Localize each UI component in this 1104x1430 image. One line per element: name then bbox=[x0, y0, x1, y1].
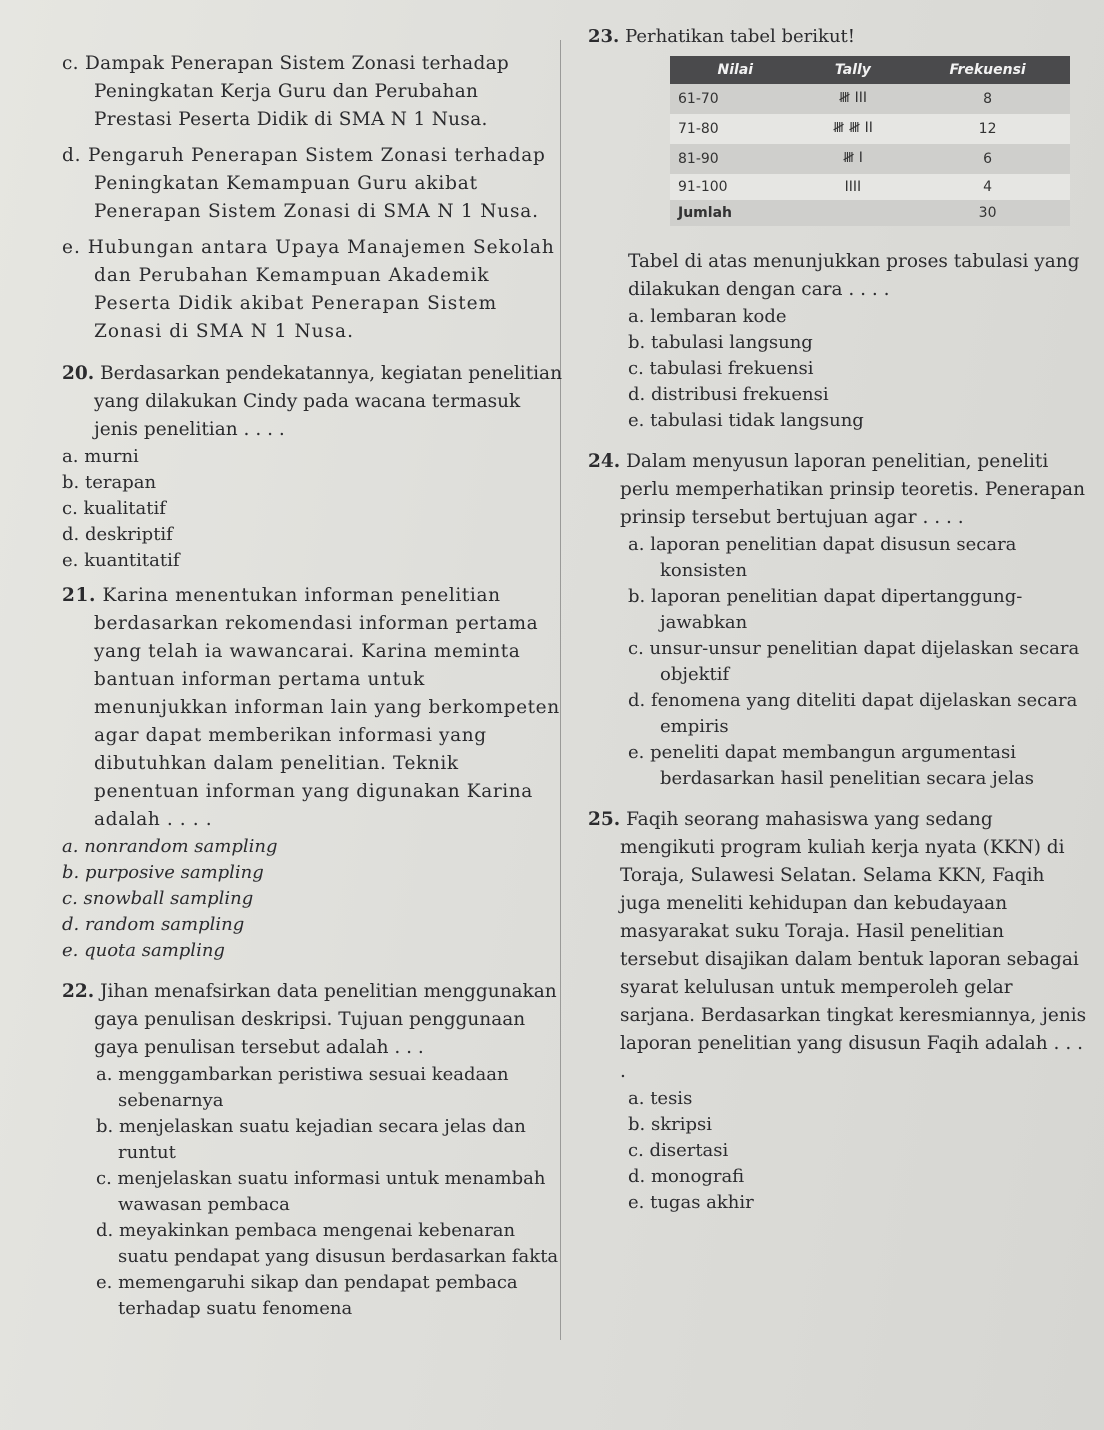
option-letter: e. bbox=[628, 410, 645, 431]
option-letter: d. bbox=[62, 524, 80, 545]
option-letter: b. bbox=[628, 332, 646, 353]
q22-option-e bbox=[62, 1270, 562, 1322]
option-letter: d. bbox=[628, 1166, 646, 1187]
option-text: fenomena yang diteliti dapat dijelaskan secara empiris bbox=[650, 690, 1078, 737]
question-23-text: Tabel di atas menunjukkan proses tabulasi yang dilakukan dengan cara . . . . bbox=[628, 251, 1080, 300]
option-letter: b. bbox=[96, 1116, 114, 1137]
option-text: Pengaruh Penerapan Sistem Zonasi terhadap Peningkatan Kemampuan Guru akibat Penerapan Sistem Zonasi di SMA N 1 Nusa. bbox=[88, 145, 546, 222]
option-letter: d. bbox=[96, 1220, 114, 1241]
question-text: Faqih seorang mahasiswa yang sedang mengikuti program kuliah kerja nyata (KKN) di Toraja, Sulawesi Selatan. Selama KKN, Faqih juga meneliti kehidupan dan kebudayaan masyarakat suku Toraja. Hasil penelitian tersebut disajikan dalam bentuk laporan sebagai syarat kelulusan untuk memperoleh gelar sarjana. Berdasarkan tingkat keresmiannya, jenis laporan penelitian yang disusun Faqih adalah . . . . bbox=[620, 809, 1087, 1082]
option-text: murni bbox=[84, 446, 139, 467]
option-letter: c. bbox=[628, 358, 644, 379]
option-text: purposive sampling bbox=[84, 862, 264, 883]
q23-option-b bbox=[628, 330, 1088, 356]
table-row bbox=[670, 114, 1070, 144]
q25-option-b bbox=[628, 1112, 1088, 1138]
option-text: deskriptif bbox=[84, 524, 173, 545]
q22-options bbox=[62, 1062, 562, 1322]
option-text: kualitatif bbox=[83, 498, 166, 519]
q20-option-b bbox=[62, 470, 562, 496]
column-header: Tally bbox=[801, 56, 906, 84]
left-column bbox=[62, 50, 562, 1322]
option-letter: e. bbox=[628, 742, 645, 763]
option-letter: e. bbox=[96, 1272, 113, 1293]
option-text: menjelaskan suatu kejadian secara jelas dan runtut bbox=[118, 1116, 526, 1163]
tally-table bbox=[670, 56, 1070, 226]
question-intro: Perhatikan tabel berikut! bbox=[625, 26, 856, 47]
option-letter: c. bbox=[628, 1140, 644, 1161]
table-cell: 30 bbox=[905, 200, 1070, 226]
q24-option-e bbox=[628, 740, 1088, 792]
column-header: Nilai bbox=[670, 56, 801, 84]
question-number: 22. bbox=[62, 981, 95, 1002]
question-text: Dalam menyusun laporan penelitian, peneliti perlu memperhatikan prinsip teoretis. Penerapan prinsip tersebut bertujuan agar . . . . bbox=[620, 451, 1086, 528]
option-text: Dampak Penerapan Sistem Zonasi terhadap Peningkatan Kerja Guru dan Perubahan Prestasi Peserta Didik di SMA N 1 Nusa. bbox=[85, 53, 510, 130]
option-text: kuantitatif bbox=[84, 550, 180, 571]
q21-option-e bbox=[62, 938, 562, 964]
option-text: memengaruhi sikap dan pendapat pembaca terhadap suatu fenomena bbox=[118, 1272, 518, 1319]
option-letter: d. bbox=[62, 145, 82, 166]
option-text: random sampling bbox=[84, 914, 245, 935]
table-cell: 71-80 bbox=[670, 114, 801, 144]
option-letter: b. bbox=[62, 472, 80, 493]
option-text: tabulasi langsung bbox=[650, 332, 813, 353]
option-text: unsur-unsur penelitian dapat dijelaskan secara objektif bbox=[649, 638, 1080, 685]
table-cell: 91-100 bbox=[670, 174, 801, 200]
q22-option-d bbox=[62, 1218, 562, 1270]
q22-option-a bbox=[62, 1062, 562, 1114]
question-text: Karina menentukan informan penelitian berdasarkan rekomendasi informan pertama yang telah ia wawancarai. Karina meminta bantuan informan pertama untuk menunjukkan informan lain yang berkompeten agar dapat memberikan informasi yang dibutuhkan dalam penelitian. Teknik penentuan informan yang digunakan Karina adalah . . . . bbox=[94, 585, 560, 830]
option-text: quota sampling bbox=[84, 940, 225, 961]
table-cell: 𝍸 I bbox=[801, 144, 906, 174]
q19-option-d bbox=[62, 142, 562, 226]
option-letter: a. bbox=[96, 1064, 113, 1085]
table-row bbox=[670, 144, 1070, 174]
q19-option-e bbox=[62, 234, 562, 346]
q21-option-d bbox=[62, 912, 562, 938]
q25-option-a bbox=[628, 1086, 1088, 1112]
table-row bbox=[670, 174, 1070, 200]
option-letter: e. bbox=[628, 1192, 645, 1213]
option-letter: b. bbox=[628, 586, 646, 607]
question-20 bbox=[62, 360, 562, 444]
q25-option-c bbox=[628, 1138, 1088, 1164]
option-text: tabulasi tidak langsung bbox=[650, 410, 864, 431]
option-letter: e. bbox=[62, 550, 79, 571]
table-cell: 𝍸 𝍸 II bbox=[801, 114, 906, 144]
table-cell: 61-70 bbox=[670, 84, 801, 114]
table-cell: 6 bbox=[905, 144, 1070, 174]
table-cell: 8 bbox=[905, 84, 1070, 114]
option-text: skripsi bbox=[650, 1114, 713, 1135]
question-25 bbox=[588, 806, 1088, 1086]
right-column bbox=[588, 26, 1088, 1216]
q24-options bbox=[588, 532, 1088, 792]
q20-option-e bbox=[62, 548, 562, 574]
option-letter: e. bbox=[62, 940, 79, 961]
table-cell: 𝍸 III bbox=[801, 84, 906, 114]
q21-option-b bbox=[62, 860, 562, 886]
q21-options bbox=[62, 834, 562, 964]
option-letter: d. bbox=[628, 690, 646, 711]
option-text: menjelaskan suatu informasi untuk menambah wawasan pembaca bbox=[117, 1168, 546, 1215]
q25-option-e bbox=[628, 1190, 1088, 1216]
q24-option-c bbox=[628, 636, 1088, 688]
option-text: tugas akhir bbox=[650, 1192, 754, 1213]
option-text: lembaran kode bbox=[650, 306, 787, 327]
table-row bbox=[670, 84, 1070, 114]
q23-option-d bbox=[628, 382, 1088, 408]
option-text: tabulasi frekuensi bbox=[649, 358, 814, 379]
table-header-row bbox=[670, 56, 1070, 84]
q21-option-c bbox=[62, 886, 562, 912]
q20-options bbox=[62, 444, 562, 574]
option-letter: c. bbox=[628, 638, 644, 659]
option-text: disertasi bbox=[649, 1140, 729, 1161]
question-text: Berdasarkan pendekatannya, kegiatan penelitian yang dilakukan Cindy pada wacana termasuk jenis penelitian . . . . bbox=[94, 363, 562, 440]
option-text: monografi bbox=[650, 1166, 745, 1187]
q20-option-d bbox=[62, 522, 562, 548]
column-header: Frekuensi bbox=[905, 56, 1070, 84]
table-cell: 4 bbox=[905, 174, 1070, 200]
option-text: tesis bbox=[650, 1088, 693, 1109]
option-letter: a. bbox=[628, 1088, 645, 1109]
option-letter: a. bbox=[628, 534, 645, 555]
option-text: laporan penelitian dapat dipertanggung-jawabkan bbox=[650, 586, 1023, 633]
question-number: 24. bbox=[588, 451, 621, 472]
option-text: peneliti dapat membangun argumentasi berdasarkan hasil penelitian secara jelas bbox=[650, 742, 1035, 789]
option-letter: b. bbox=[62, 862, 80, 883]
q25-options bbox=[588, 1086, 1088, 1216]
table-cell: 81-90 bbox=[670, 144, 801, 174]
q24-option-a bbox=[628, 532, 1088, 584]
q22-option-c bbox=[62, 1166, 562, 1218]
option-letter: a. bbox=[62, 836, 79, 857]
option-letter: d. bbox=[62, 914, 80, 935]
table-row bbox=[670, 200, 1070, 226]
q24-option-d bbox=[628, 688, 1088, 740]
option-letter: c. bbox=[62, 888, 78, 909]
q22-option-b bbox=[62, 1114, 562, 1166]
q23-option-a bbox=[628, 304, 1088, 330]
option-letter: d. bbox=[628, 384, 646, 405]
table-cell: 12 bbox=[905, 114, 1070, 144]
option-text: meyakinkan pembaca mengenai kebenaran suatu pendapat yang disusun berdasarkan fakta bbox=[118, 1220, 559, 1267]
q23-option-e bbox=[628, 408, 1088, 434]
option-text: terapan bbox=[84, 472, 157, 493]
q23-options bbox=[588, 304, 1088, 434]
q25-option-d bbox=[628, 1164, 1088, 1190]
option-text: snowball sampling bbox=[83, 888, 254, 909]
q20-option-a bbox=[62, 444, 562, 470]
q21-option-a bbox=[62, 834, 562, 860]
option-text: menggambarkan peristiwa sesuai keadaan sebenarnya bbox=[118, 1064, 509, 1111]
question-number: 20. bbox=[62, 363, 95, 384]
option-letter: a. bbox=[62, 446, 79, 467]
table-cell: IIII bbox=[801, 174, 906, 200]
table-cell: Jumlah bbox=[670, 200, 801, 226]
q23-option-c bbox=[628, 356, 1088, 382]
question-number: 23. bbox=[588, 26, 620, 47]
question-number: 25. bbox=[588, 809, 621, 830]
option-letter: a. bbox=[628, 306, 645, 327]
option-letter: c. bbox=[96, 1168, 112, 1189]
question-24 bbox=[588, 448, 1088, 532]
question-21 bbox=[62, 582, 562, 834]
q24-option-b bbox=[628, 584, 1088, 636]
question-22 bbox=[62, 978, 562, 1062]
table-cell bbox=[801, 200, 906, 226]
question-text: Jihan menafsirkan data penelitian menggunakan gaya penulisan deskripsi. Tujuan penggunaan gaya penulisan tersebut adalah . . . bbox=[94, 981, 557, 1058]
option-text: nonrandom sampling bbox=[84, 836, 278, 857]
option-letter: e. bbox=[62, 237, 81, 258]
q19-option-c bbox=[62, 50, 562, 134]
option-text: distribusi frekuensi bbox=[650, 384, 829, 405]
question-23-header bbox=[588, 26, 1088, 48]
option-text: Hubungan antara Upaya Manajemen Sekolah dan Perubahan Kemampuan Akademik Peserta Didik akibat Penerapan Sistem Zonasi di SMA N 1 Nusa. bbox=[87, 237, 555, 342]
option-letter: c. bbox=[62, 498, 78, 519]
q20-option-c bbox=[62, 496, 562, 522]
question-number: 21. bbox=[62, 585, 96, 606]
option-letter: b. bbox=[628, 1114, 646, 1135]
option-letter: c. bbox=[62, 53, 79, 74]
option-text: laporan penelitian dapat disusun secara konsisten bbox=[650, 534, 1017, 581]
